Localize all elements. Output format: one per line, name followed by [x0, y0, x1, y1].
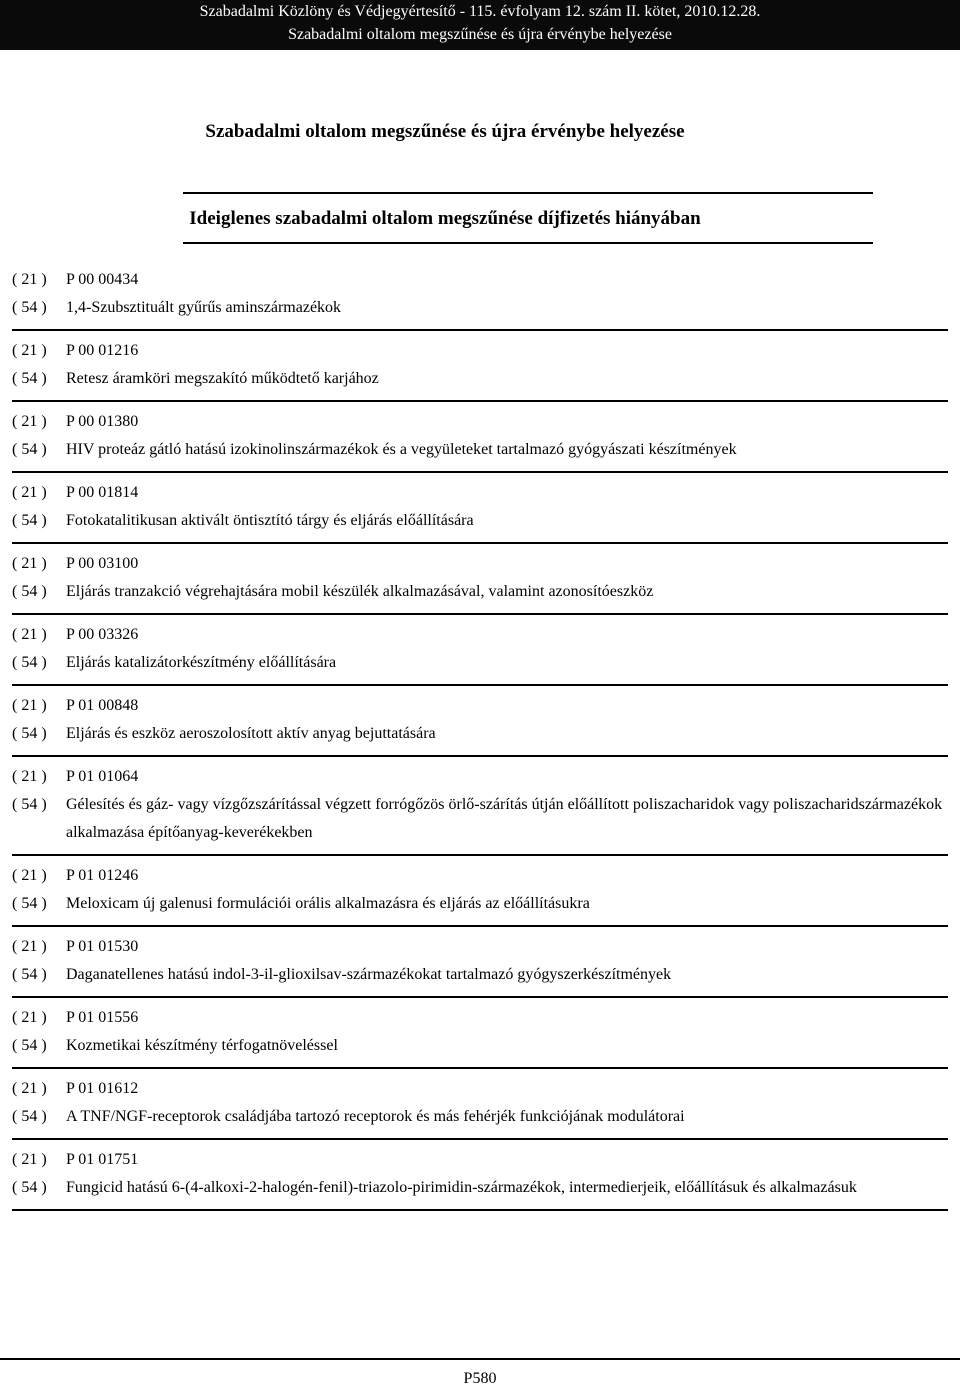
inid-code-21: ( 21 )	[12, 413, 47, 430]
entry-number-row	[12, 266, 948, 294]
application-number: P 00 03100	[66, 555, 139, 572]
invention-title: 1,4-Szubsztituált gyűrűs aminszármazékok	[66, 299, 342, 316]
entry-item	[12, 473, 948, 544]
entry-item	[12, 402, 948, 473]
entry-number-row	[12, 337, 948, 365]
entry-title-row	[12, 365, 948, 393]
inid-code-54: ( 54 )	[12, 966, 47, 983]
section-title-top-rule	[183, 192, 873, 194]
inid-code-54: ( 54 )	[12, 512, 47, 529]
inid-code-54: ( 54 )	[12, 796, 47, 813]
inid-code-54: ( 54 )	[12, 1108, 47, 1125]
entry-item	[12, 331, 948, 402]
invention-title: Eljárás tranzakció végrehajtására mobil készülék alkalmazásával, valamint azonosítóeszköz	[66, 583, 654, 600]
page-number: P580	[463, 1370, 497, 1387]
entry-title-row	[12, 436, 948, 464]
header-publication-line: Szabadalmi Közlöny és Védjegyértesítő - 115. évfolyam 12. szám II. kötet, 2010.12.28.	[199, 3, 761, 20]
entry-item	[12, 856, 948, 927]
entry-item	[12, 615, 948, 686]
entry-item	[12, 998, 948, 1069]
entry-number-row	[12, 1004, 948, 1032]
header-section-line: Szabadalmi oltalom megszűnése és újra érvénybe helyezése	[288, 26, 672, 43]
application-number: P 00 03326	[66, 626, 139, 643]
application-number: P 00 00434	[66, 271, 139, 288]
application-number: P 00 01216	[66, 342, 139, 359]
application-number: P 01 01064	[66, 768, 139, 785]
entry-title-row	[12, 1032, 948, 1060]
inid-code-21: ( 21 )	[12, 1151, 47, 1168]
application-number: P 00 01380	[66, 413, 139, 430]
application-number: P 01 01612	[66, 1080, 139, 1097]
entry-item	[12, 1140, 948, 1211]
entry-title-row	[12, 1103, 948, 1131]
inid-code-54: ( 54 )	[12, 441, 47, 458]
inid-code-54: ( 54 )	[12, 370, 47, 387]
invention-title: Kozmetikai készítmény térfogatnöveléssel	[66, 1037, 338, 1054]
entry-number-row	[12, 1075, 948, 1103]
page-header	[0, 0, 960, 50]
entry-item	[12, 686, 948, 757]
footer-rule	[0, 1358, 960, 1360]
entry-title-row	[12, 1174, 948, 1202]
entry-number-row	[12, 862, 948, 890]
inid-code-21: ( 21 )	[12, 768, 47, 785]
invention-title: Gélesítés és gáz- vagy vízgőzszárítással végzett forrógőzös örlő-szárítás útján előállított poliszacharidok vagy poliszacharidszármazékok alkalmazása építőanyag-keverékekben	[66, 796, 943, 841]
entry-title-row	[12, 890, 948, 918]
entry-list	[12, 260, 948, 1211]
section-title: Ideiglenes szabadalmi oltalom megszűnése díjfizetés hiányában	[189, 208, 701, 229]
invention-title: A TNF/NGF-receptorok családjába tartozó receptorok és más fehérjék funkciójának modulátorai	[66, 1108, 685, 1125]
entry-number-row	[12, 550, 948, 578]
entry-item	[12, 1069, 948, 1140]
entry-title-row	[12, 791, 948, 847]
entry-number-row	[12, 408, 948, 436]
invention-title: Meloxicam új galenusi formulációi orális alkalmazásra és eljárás az előállításukra	[66, 895, 590, 912]
entry-number-row	[12, 1146, 948, 1174]
entry-number-row	[12, 933, 948, 961]
entry-number-row	[12, 692, 948, 720]
entry-title-row	[12, 294, 948, 322]
invention-title: Daganatellenes hatású indol-3-il-glioxilsav-származékokat tartalmazó gyógyszerkészítmények	[66, 966, 672, 983]
entry-item	[12, 927, 948, 998]
application-number: P 01 01246	[66, 867, 139, 884]
application-number: P 00 01814	[66, 484, 139, 501]
main-title: Szabadalmi oltalom megszűnése és újra érvénybe helyezése	[205, 121, 685, 142]
inid-code-21: ( 21 )	[12, 1080, 47, 1097]
entry-number-row	[12, 479, 948, 507]
inid-code-54: ( 54 )	[12, 1179, 47, 1196]
application-number: P 01 00848	[66, 697, 139, 714]
inid-code-21: ( 21 )	[12, 1009, 47, 1026]
invention-title: Eljárás és eszköz aeroszolosított aktív anyag bejuttatására	[66, 725, 436, 742]
inid-code-21: ( 21 )	[12, 626, 47, 643]
entry-item	[12, 544, 948, 615]
entry-item	[12, 260, 948, 331]
application-number: P 01 01556	[66, 1009, 139, 1026]
application-number: P 01 01530	[66, 938, 139, 955]
invention-title: Retesz áramköri megszakító működtető karjához	[66, 370, 379, 387]
inid-code-54: ( 54 )	[12, 725, 47, 742]
entry-title-row	[12, 649, 948, 677]
entry-title-row	[12, 720, 948, 748]
inid-code-21: ( 21 )	[12, 271, 47, 288]
inid-code-54: ( 54 )	[12, 895, 47, 912]
invention-title: Fotokatalitikusan aktivált öntisztító tárgy és eljárás előállítására	[66, 512, 474, 529]
entry-title-row	[12, 578, 948, 606]
entry-title-row	[12, 507, 948, 535]
inid-code-54: ( 54 )	[12, 583, 47, 600]
invention-title: HIV proteáz gátló hatású izokinolinszármazékok és a vegyületeket tartalmazó gyógyászati készítmények	[66, 441, 737, 458]
inid-code-21: ( 21 )	[12, 938, 47, 955]
inid-code-21: ( 21 )	[12, 484, 47, 501]
invention-title: Fungicid hatású 6-(4-alkoxi-2-halogén-fenil)-triazolo-pirimidin-származékok, intermedierjeik, előállításuk és alkalmazásuk	[66, 1179, 857, 1196]
inid-code-54: ( 54 )	[12, 1037, 47, 1054]
inid-code-21: ( 21 )	[12, 697, 47, 714]
application-number: P 01 01751	[66, 1151, 139, 1168]
invention-title: Eljárás katalizátorkészítmény előállítására	[66, 654, 337, 671]
entry-number-row	[12, 763, 948, 791]
inid-code-21: ( 21 )	[12, 555, 47, 572]
inid-code-54: ( 54 )	[12, 299, 47, 316]
entry-number-row	[12, 621, 948, 649]
inid-code-54: ( 54 )	[12, 654, 47, 671]
entry-title-row	[12, 961, 948, 989]
entry-item	[12, 757, 948, 856]
inid-code-21: ( 21 )	[12, 867, 47, 884]
inid-code-21: ( 21 )	[12, 342, 47, 359]
section-title-bottom-rule	[183, 242, 873, 244]
